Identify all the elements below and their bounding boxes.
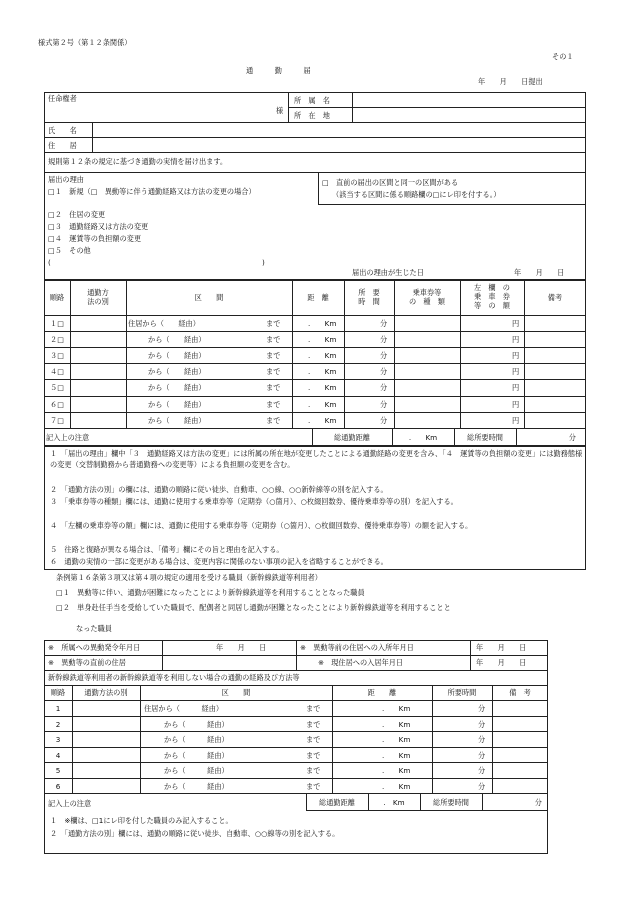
route-row-to: まで <box>266 400 281 409</box>
route-row-no[interactable]: ７□ <box>50 416 64 425</box>
route-row-to: まで <box>266 335 281 344</box>
route-row-yen: 円 <box>512 416 520 425</box>
route-row-km: . Km <box>308 400 337 409</box>
lower-row-divider <box>44 731 548 732</box>
lower-prev-residence-date: 年 月 日 <box>476 643 527 652</box>
lower-header-remarks: 備 考 <box>509 688 531 697</box>
route-row-km: . Km <box>308 383 337 392</box>
route-row-from: から（ 経由） <box>148 335 206 344</box>
lower-total-time-label: 総所要時間 <box>433 798 469 807</box>
note-2: ２ 「通勤方法の別」の欄には、通勤の順路に従い徒歩、自動車、○○線、○○新幹線等の別を記入する。 <box>50 485 388 494</box>
name-label: 氏 名 <box>48 126 77 135</box>
reason-item-3[interactable]: □３ 通勤経路又は方法の変更 <box>48 222 149 231</box>
lower-row-from: から（ 経由） <box>164 720 229 729</box>
lower-header-time: 所要時間 <box>447 688 477 697</box>
lower-note-1: １ ※欄は、□1にレ印を付した職員のみ記入すること。 <box>50 816 233 825</box>
route-row-no[interactable]: ２□ <box>50 335 64 344</box>
route-total-time-label: 総所要時間 <box>467 433 503 442</box>
route-notes-label: 記入上の注意 <box>46 433 90 442</box>
lower-row-min: 分 <box>478 782 486 791</box>
lower-row-no: 5 <box>55 766 61 775</box>
header-route-no: 順路 <box>49 293 65 302</box>
lower-row-km: . Km <box>382 766 411 775</box>
route-row-min: 分 <box>380 400 388 409</box>
shinkansen-option-1[interactable]: □１ 異動等に伴い、通勤が困難になったことにより新幹線鉄道等を利用することとなった職員 <box>56 588 365 597</box>
lower-total-min: 分 <box>534 798 542 807</box>
lower-row-no: 4 <box>55 751 61 760</box>
affiliation-label: 所 属 名 <box>294 96 330 105</box>
route-row-min: 分 <box>380 335 388 344</box>
route-row-min: 分 <box>380 383 388 392</box>
name-field[interactable] <box>94 124 584 136</box>
route-row-from: 住居から（ 経由） <box>128 319 200 328</box>
lower-row-min: 分 <box>478 720 486 729</box>
note-4: ４ 「左欄の乗車券等の額」欄には、通勤に使用する乗車券等（定期券（○箇月）、○枚綴回数券、優待乗車券等）の額を記入する。 <box>50 521 473 530</box>
route-total-min: 分 <box>568 433 576 442</box>
lower-row-no: 3 <box>55 735 61 744</box>
route-row-min: 分 <box>380 319 388 328</box>
route-row-min: 分 <box>380 367 388 376</box>
lower-row-min: 分 <box>478 735 486 744</box>
route-row-divider <box>44 396 586 397</box>
sama-label: 様 <box>276 106 284 115</box>
header-time: 所 要 時 間 <box>358 288 380 306</box>
intro-text: 規則第１２条の規定に基づき通勤の実情を届け出ます。 <box>48 157 228 166</box>
lower-row-min: 分 <box>478 704 486 713</box>
lower-row-no: 6 <box>55 782 61 791</box>
lower-row-from: から（ 経由） <box>164 782 229 791</box>
note-5: ５ 往路と復路が異なる場合は、「備考」欄にその旨と理由を記入する。 <box>50 545 284 554</box>
lower-row-to: まで <box>306 735 321 744</box>
lower-row-to: まで <box>306 766 321 775</box>
route-row-from: から（ 経由） <box>148 383 206 392</box>
route-row-km: . Km <box>308 367 337 376</box>
lower-row-from: 住居から（ 経由） <box>144 704 224 713</box>
route-row-km: . Km <box>308 335 337 344</box>
shinkansen-option-2-cont: なった職員 <box>76 624 112 633</box>
header-method: 通勤方 法の別 <box>87 288 109 306</box>
lower-prev-residence-date-label: ※ 異動等前の住居への入所年月日 <box>300 643 414 652</box>
route-row-no[interactable]: １□ <box>50 319 64 328</box>
lower-current-residence-label: ※ 現住居への入居年月日 <box>318 658 404 667</box>
header-ticket-amount: 左 欄 の 乗 車 券 等 の 額 <box>474 283 510 310</box>
lower-row-to: まで <box>306 751 321 760</box>
route-total-distance-label: 総通勤距離 <box>334 433 370 442</box>
location-label: 所 在 地 <box>294 111 330 120</box>
route-row-min: 分 <box>380 351 388 360</box>
reason-item-4[interactable]: □４ 運賃等の負担額の変更 <box>48 234 142 243</box>
occurred-date: 年 月 日 <box>514 268 565 277</box>
note-1: １ 「届出の理由」欄中「３ 通勤経路又は方法の変更」には所属の所在地が変更したことによる通勤経路の変更を含み、「４ 運賃等の負担額の変更」には勤務態様の変更（交替制勤務から普通勤務への変更等）による負担額の変更を含む。 <box>50 449 583 469</box>
lower-header-distance: 距 離 <box>367 688 397 697</box>
page-title: 通 勤 届 <box>246 66 311 75</box>
address-label: 住 居 <box>48 141 77 150</box>
same-section-note: （該当する区間に係る順路欄の□にレ印を付する。） <box>332 190 501 199</box>
lower-row-to: まで <box>306 720 321 729</box>
other-paren-close: ) <box>262 258 265 267</box>
lower-row-no: 2 <box>55 720 61 729</box>
reason-item-2[interactable]: □２ 住居の変更 <box>48 210 106 219</box>
route-row-divider <box>44 363 586 364</box>
route-row-yen: 円 <box>512 383 520 392</box>
route-row-no[interactable]: ６□ <box>50 400 64 409</box>
lower-dispatch-date: 年 月 日 <box>216 643 267 652</box>
reason-item-5[interactable]: □５ その他 <box>48 246 91 255</box>
lower-subtitle: 新幹線鉄道等利用者の新幹線鉄道等を利用しない場合の通勤の経路及び方法等 <box>48 673 300 682</box>
lower-current-residence-date: 年 月 日 <box>476 658 527 667</box>
lower-row-from: から（ 経由） <box>164 751 229 760</box>
submission-date: 年 月 日提出 <box>478 77 543 86</box>
lower-row-km: . Km <box>382 782 411 791</box>
route-row-to: まで <box>266 319 281 328</box>
route-row-min: 分 <box>380 416 388 425</box>
reason-item-1[interactable]: □１ 新規（□ 異動等に伴う通勤経路又は方法の変更の場合） <box>48 187 256 196</box>
header-distance: 距 離 <box>307 293 329 302</box>
lower-row-km: . Km <box>382 704 411 713</box>
lower-total-km: . Km <box>383 798 405 807</box>
lower-row-from: から（ 経由） <box>164 735 229 744</box>
shinkansen-title: 条例第１６条第３項又は第４項の規定の適用を受ける職員（新幹線鉄道等利用者） <box>56 573 322 582</box>
form-number: 様式第２号（第１２条関係） <box>38 38 132 47</box>
appointing-authority-label: 任命権者 <box>48 94 77 103</box>
lower-row-from: から（ 経由） <box>164 766 229 775</box>
route-row-km: . Km <box>308 416 337 425</box>
lower-row-divider <box>44 747 548 748</box>
occurred-date-label: 届出の理由が生じた日 <box>352 268 424 277</box>
lower-row-km: . Km <box>382 720 411 729</box>
other-paren-open: ( <box>48 258 51 267</box>
route-row-yen: 円 <box>512 351 520 360</box>
lower-total-distance-label: 総通勤距離 <box>319 798 355 807</box>
lower-row-divider <box>44 762 548 763</box>
header-ticket-type: 乗車券等 の 種 類 <box>409 288 445 306</box>
route-row-km: . Km <box>308 319 337 328</box>
route-row-from: から（ 経由） <box>148 351 206 360</box>
lower-row-no: 1 <box>55 704 61 713</box>
header-remarks: 備考 <box>547 293 563 302</box>
header-section: 区 間 <box>194 293 224 302</box>
route-row-to: まで <box>266 351 281 360</box>
affiliation-field[interactable] <box>354 94 584 106</box>
route-row-divider <box>44 331 586 332</box>
lower-row-to: まで <box>306 704 321 713</box>
route-row-from: から（ 経由） <box>148 416 206 425</box>
route-row-no[interactable]: ３□ <box>50 351 64 360</box>
route-row-divider <box>44 412 586 413</box>
route-row-km: . Km <box>308 351 337 360</box>
same-section-checkbox[interactable]: □ 直前の届出の区間と同一の区間がある <box>322 178 459 187</box>
lower-header-method: 通勤方法の別 <box>84 688 128 697</box>
route-row-to: まで <box>266 367 281 376</box>
lower-row-divider <box>44 778 548 779</box>
lower-notes-label: 記入上の注意 <box>48 799 92 808</box>
lower-header-no: 順路 <box>50 688 66 697</box>
note-3: ３ 「乗車券等の種類」欄には、通勤に使用する乗車券等（定期券（○箇月）、○枚綴回数券、優待乗車券等の別）を記入する。 <box>50 497 458 506</box>
route-row-from: から（ 経由） <box>148 367 206 376</box>
route-row-divider <box>44 347 586 348</box>
reason-label: 届出の理由 <box>48 175 84 184</box>
address-field[interactable] <box>94 139 584 151</box>
lower-dispatch-date-label: ※ 所属への異動発令年月日 <box>48 643 141 652</box>
shinkansen-option-2[interactable]: □２ 単身赴任手当を受給していた職員で、配偶者と同居し通勤が困難となったことにより新幹線鉄道等を利用することと <box>56 603 451 612</box>
route-total-km: . Km <box>408 433 438 442</box>
route-row-yen: 円 <box>512 319 520 328</box>
lower-row-min: 分 <box>478 751 486 760</box>
page-part: その１ <box>552 52 574 61</box>
lower-header-section: 区 間 <box>221 688 251 697</box>
note-6: ６ 通勤の実情の一部に変更がある場合は、変更内容に関係のない事項の記入を省略することができる。 <box>50 557 388 566</box>
lower-note-2: ２ 「通勤方法の別」欄には、通勤の順路に従い徒歩、自動車、○○線等の別を記入する。 <box>50 829 340 838</box>
lower-row-divider <box>44 716 548 717</box>
route-row-yen: 円 <box>512 400 520 409</box>
lower-row-to: まで <box>306 782 321 791</box>
route-row-to: まで <box>266 416 281 425</box>
lower-row-km: . Km <box>382 735 411 744</box>
route-row-divider <box>44 379 586 380</box>
location-field[interactable] <box>354 109 584 121</box>
route-row-no[interactable]: ５□ <box>50 383 64 392</box>
route-row-from: から（ 経由） <box>148 400 206 409</box>
lower-prev-residence-label: ※ 異動等の直前の住居 <box>48 658 126 667</box>
route-row-no[interactable]: ４□ <box>50 367 64 376</box>
lower-row-km: . Km <box>382 751 411 760</box>
route-row-yen: 円 <box>512 335 520 344</box>
lower-row-min: 分 <box>478 766 486 775</box>
route-row-to: まで <box>266 383 281 392</box>
route-row-yen: 円 <box>512 367 520 376</box>
